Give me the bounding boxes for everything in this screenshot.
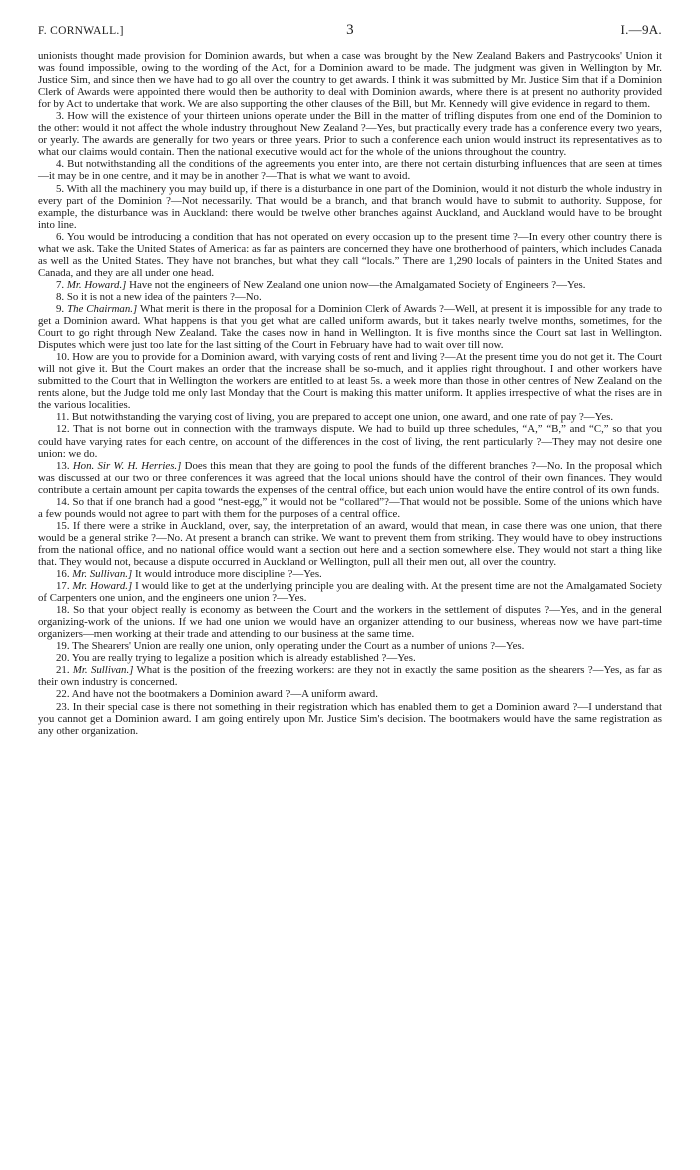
question-number: 7. (56, 278, 67, 291)
question-number: 13. (56, 459, 73, 472)
paragraph-text: 19. The Shearers' Union are really one union, only operating under the Court as a number of unions ?—Yes. (56, 640, 525, 653)
paragraph-text: What merit is there in the proposal for a Dominion Clerk of Awards ?—Well, at present it is impossible for any trade to get a Dominion award. What happens is that you get what are called uniform awards, but it takes nearly twelve months, sometimes, for the Court to go right through New Zealand. Take the cases now in hand in Wellington. It is five months since the Court sat last in Wellington. Disputes which were just too late for the last sitting of the Court in February have had to wait over till now. (38, 302, 662, 352)
paragraph-text: It would introduce more discipline ?—Yes. (134, 568, 322, 581)
paragraph-text: 5. With all the machinery you may build up, if there is a disturbance in one part of the Dominion, would it not disturb the whole industry in every part of the Dominion ?—Not necessarily. That would be a branch, and that branch would have to submit to authority. Suppose, for example, the disturbance was in Auckland: there would be twelve other branches against Auckland, and Auckland would have to be brought into line. (38, 182, 662, 231)
paragraph-text: 3. How will the existence of your thirteen unions operate under the Bill in the matter of trifling disputes from one end of the Dominion to the other: would it not affect the whole industry throughout New Zealand ?—Yes, but practically every trade has a conference every two years, or yearly. The awards are generally for two years or three years. Prior to such a conference each union would instruct its representatives as to what our claims would contain. Then the national executive would act for the whole of the unions throughout the country. (38, 110, 662, 159)
paragraph (38, 158, 662, 182)
paper-reference: I.—9A. (620, 22, 662, 37)
paragraph-text: 15. If there were a strike in Auckland, over, say, the interpretation of an award, would that mean, in case there was one union, that there would be a general strike ?—No. At present a branch can strike. We want to prevent them from striking. They would have to obey instructions from the national office, and no national office would want a section out here and a section somewhere else. They would not start a thing like that. They would not, because a dispute occurred in Auckland or Wellington, pull all their men out, all over the country. (38, 519, 662, 568)
paragraph (38, 423, 662, 459)
paragraph (38, 664, 662, 688)
paragraph (38, 640, 662, 652)
paragraph (38, 411, 662, 423)
paragraph (38, 460, 662, 496)
paragraph-text: 12. That is not borne out in connection with the tramways dispute. We had to build up three schedules, “A,” “B,” and “C,” so that you could have varying rates for each centre, on account of the differences in the cost of living, the rent particularly ?—They may not desire one union: we do. (38, 423, 662, 460)
paragraph (38, 50, 662, 110)
question-number: 9. (56, 302, 68, 315)
paragraph-text: 4. But notwithstanding all the conditions of the agreements you enter into, are there not certain disturbing influences that are seen at times—it may be in one centre, and it may be in another ?—That is what we want to avoid. (38, 158, 662, 183)
paragraph (38, 652, 662, 664)
paragraph (38, 279, 662, 291)
paragraph (38, 520, 662, 568)
paragraph-text: 20. You are really trying to legalize a position which is already established ?—Yes. (56, 652, 416, 665)
question-number: 17. (56, 580, 73, 593)
paragraph (38, 568, 662, 580)
paragraph (38, 496, 662, 520)
document-page (38, 22, 662, 737)
speaker-name: Mr. Sullivan.] (72, 568, 133, 581)
paragraph (38, 580, 662, 604)
paragraph-text: What is the position of the freezing workers: are they not in exactly the same position as the shearers ?—Yes, as far as their own industry is concerned. (38, 664, 663, 689)
speaker-name: Mr. Howard.] (72, 580, 133, 593)
question-number: 16. (56, 568, 73, 581)
paragraph-text: 22. And have not the bootmakers a Dominion award ?—A uniform award. (56, 688, 378, 701)
paragraph-text: 11. But notwithstanding the varying cost of living, you are prepared to accept one union, one award, and one rate of pay ?—Yes. (56, 411, 614, 424)
header-witness-name: F. CORNWALL.] (38, 25, 124, 37)
speaker-name: Hon. Sir W. H. Herries.] (72, 459, 182, 472)
paragraph (38, 231, 662, 279)
paragraph (38, 183, 662, 231)
document-body (38, 50, 662, 737)
paragraph-text: 23. In their special case is there not something in their registration which has enabled them to get a Dominion award ?—I understand that you cannot get a Dominion award. I am going entirely upon Mr. Justice Sim's decision. The bootmakers would have the same registration as any other organization. (38, 700, 662, 737)
paragraph-text: 10. How are you to provide for a Dominion award, with varying costs of rent and living ?—At the present time you do not get it. The Court will not give it. But the Court makes an order that the increase shall be so-much, and it applies right throughout. I and other workers have submitted to the Court that in Wellington the workers are entitled to at least 5s. a week more than those in other centres of New Zealand on the rents alone, but the Judge told me only last Monday that the Court is making this matter uniform. It applies irrespective of what the rises are in the various localities. (38, 351, 662, 412)
paragraph-text: Does this mean that they are going to pool the funds of the different branches ?—No. In the proposal which was discussed at our two or three conferences it was agreed that the local unions should have the control of their own finances. They would contribute a certain amount per capita towards the expenses of the central office, but each union would have the entire control of its own funds. (38, 459, 663, 496)
page-number: 3 (346, 22, 354, 38)
question-number: 21. (56, 664, 73, 677)
speaker-name: Mr. Howard.] (66, 278, 127, 291)
paragraph-text: I would like to get at the underlying principle you are dealing with. At the present time are not the Amalgamated Society of Carpenters one union, and the engineers one union ?—Yes. (38, 580, 662, 605)
paragraph (38, 688, 662, 700)
paragraph (38, 303, 662, 351)
paragraph-text: 6. You would be introducing a condition that has not operated on every occasion up to the present time ?—In every other country there is what we ask. Take the United States of America: as far as painters are concerned they have one brotherhood of painters, which includes Canada as well as the United States. They have not branches, but what they call “locals.” There are 1,290 locals of painters in the United States and Canada, and they are all under one head. (38, 230, 662, 279)
page-header (38, 22, 662, 42)
speaker-name: Mr. Sullivan.] (72, 664, 134, 677)
paragraph-text: 14. So that if one branch had a good “nest-egg,” it would not be “collared”?—That would not be possible. Some of the unions which have a few pounds would not agree to part with them for the purposes of a central office. (38, 495, 662, 520)
speaker-name: The Chairman.] (67, 302, 138, 315)
paragraph (38, 604, 662, 640)
paragraph-text: 8. So it is not a new idea of the painters ?—No. (56, 290, 262, 303)
paragraph-text: unionists thought made provision for Dominion awards, but when a case was brought by the New Zealand Bakers and Pastrycooks' Union it was found impossible, owing to the wording of the Act, for a Dominion award to be made. The judgment was given in Wellington by Mr. Justice Sim, and since then we have had to go all over the country to get awards. I think it was submitted by Mr. Justice Sim that if a Dominion Clerk of Awards were appointed there would then be authority to deal with Dominion awards, where there is at present no authority provided for by Act to undertake that work. We are also supporting the other clauses of the Bill, but Mr. Kennedy will give evidence in regard to them. (38, 50, 662, 111)
paragraph-text: Have not the engineers of New Zealand one union now—the Amalgamated Society of Engineers ?—Yes. (129, 278, 586, 291)
paragraph-text: 18. So that your object really is economy as between the Court and the workers in the settlement of disputes ?—Yes, and in the general organizing-work of the unions. If we had one union we would have an organizer attending to our business, whereas now we have part-time organizers—men working at their trade and attending to our business at the same time. (38, 604, 662, 641)
paragraph (38, 110, 662, 158)
paragraph (38, 701, 662, 737)
paragraph (38, 351, 662, 411)
paragraph (38, 291, 662, 303)
